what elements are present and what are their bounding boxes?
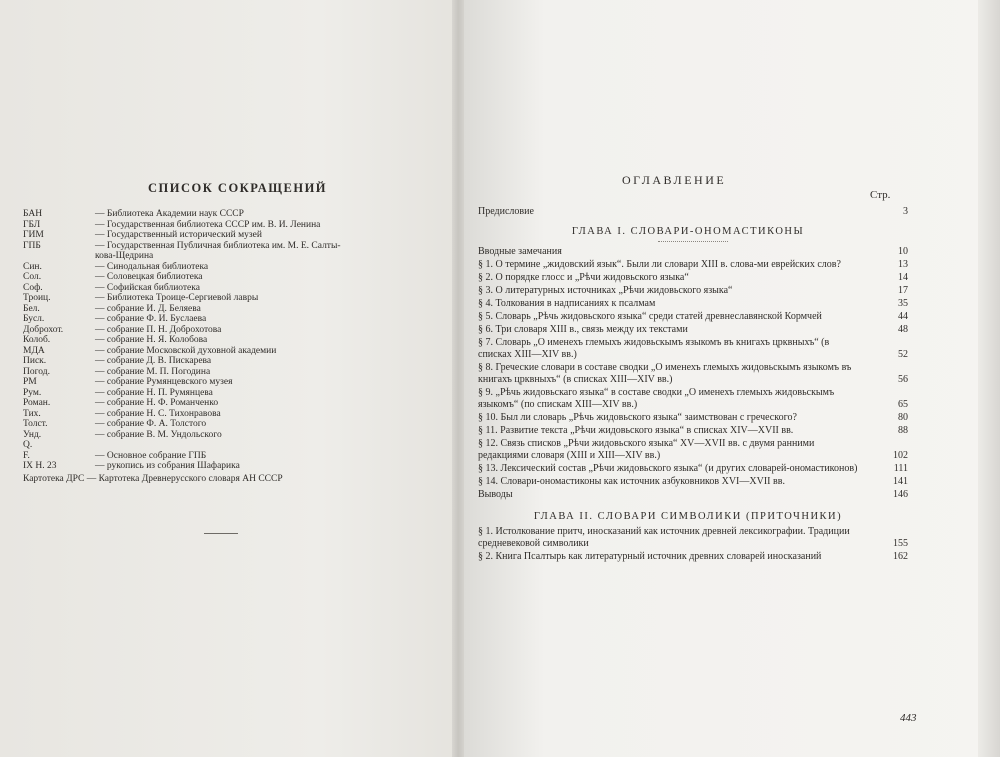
abbreviation-row [23,440,443,451]
abbreviation-key: ГИМ [23,230,44,240]
abbreviation-row [23,451,443,462]
toc-entry-page: 88 [898,425,908,436]
left-page-divider [204,533,238,534]
abbreviation-value: — рукопись из собрания Шафарика [95,461,240,471]
toc-entry [478,298,908,310]
toc-entry-page: 162 [893,551,908,562]
abbreviation-row [23,419,443,430]
toc-entry-text: § 6. Три словаря XIII в., связь между их текстами [478,324,688,335]
toc-entry-page: 14 [898,272,908,283]
toc-entry-text: § 2. О порядке глосс и „Рѣчи жидовьского языка“ [478,272,689,283]
abbreviation-value: — собрание Н. С. Тихонравова [95,408,221,419]
toc-entry-page: 111 [893,463,908,474]
toc-entry-page: 35 [898,298,908,309]
abbreviation-row [23,367,443,378]
abbreviation-row [23,283,443,294]
abbreviation-key: Тих. [23,408,41,419]
abbreviation-row [23,356,443,367]
abbreviation-key: Унд. [23,429,42,440]
toc-entry-text: § 1. О термине „жидовский язык“. Были ли словари XIII в. слова-ми еврейских слов? [478,259,841,270]
toc-entry [478,526,908,550]
toc-entry-text: § 11. Развитие текста „Рѣчи жидовьского языка“ в списках XIV—XVII вв. [478,425,794,436]
toc-entry-text: Вводные замечания [478,246,562,257]
toc-entry-page: 155 [893,538,908,549]
chapter-2-heading: ГЛАВА II. СЛОВАРИ СИМВОЛИКИ (ПРИТОЧНИКИ) [533,511,843,522]
chapter-1-entries [478,246,908,501]
abbreviation-row [23,314,443,325]
toc-entry [478,387,908,411]
abbreviation-row [23,209,443,220]
abbreviation-value: — Библиотека Академии наук СССР [95,209,244,219]
abbreviation-row [23,304,443,315]
toc-entry-text: § 5. Словарь „Рѣчь жидовьского языка“ среди статей древнеславянской Кормчей [478,311,822,322]
toc-entry [478,259,908,271]
abbreviation-row [23,293,443,304]
abbreviation-key: ГПБ [23,240,41,251]
abbreviation-key: Доброхот. [23,324,64,335]
abbreviation-row [23,388,443,399]
abbreviation-value: — Библиотека Троице-Сергиевой лавры [95,293,259,303]
toc-entry-text: § 12. Связь списков „Рѣчи жидовьского языка“ XV—XVII вв. с двумя ранними редакциями словаря (XIII и XIII—XIV вв.) [478,438,815,461]
toc-entry [478,272,908,284]
abbreviation-value: — собрание Н. Ф. Романченко [95,398,219,408]
page-edge [978,0,1000,757]
toc-entry-text: § 8. Греческие словари в составе сводки „О именехъ глемыхъ жидовьскымъ языкомъ въ книгахъ црквныхъ“ (в списках XIII—XIV вв.) [478,362,852,385]
chapter-2-entries [478,526,908,563]
toc-entry-page: 56 [898,374,908,385]
abbreviation-row [23,335,443,346]
abbreviation-row [23,430,443,441]
toc-entry [478,412,908,424]
abbreviation-row [23,251,443,262]
toc-entry-preface [478,206,908,218]
page-number: 443 [900,712,917,724]
toc-entry [478,311,908,323]
toc-entry-text: Выводы [478,489,513,500]
abbreviation-value: — Государственная Публичная библиотека им. М. Е. Салты- [95,240,341,251]
toc-entry [478,425,908,437]
toc-entry [478,463,908,475]
toc-entry-page: 52 [898,349,908,360]
abbreviations-title: СПИСОК СОКРАЩЕНИЙ [148,181,328,195]
toc-entry-page: 3 [903,206,908,217]
abbreviation-value: — собрание М. П. Погодина [95,366,211,377]
toc-entry [478,489,908,501]
toc-entry [478,551,908,563]
abbreviation-key: ГБЛ [23,219,41,230]
table-of-contents [478,206,908,564]
abbreviation-key: Сол. [23,272,42,282]
abbreviation-key: Троиц. [23,293,51,303]
abbreviation-value: — Синодальная библиотека [95,261,209,272]
abbreviation-key: Бел. [23,303,40,314]
abbreviation-key: МДА [23,345,45,356]
abbreviation-row [23,262,443,273]
abbreviation-row [23,230,443,241]
abbreviation-value: — Государственная библиотека СССР им. В. И. Ленина [95,219,321,230]
toc-entry [478,285,908,297]
abbreviation-key: Рум. [23,387,42,398]
abbreviation-key: Колоб. [23,335,51,345]
abbreviation-last-line: Картотека ДРС — Картотека Древнерусского словаря АН СССР [23,473,283,484]
toc-entry-page: 44 [898,311,908,322]
chapter-1-heading: ГЛАВА I. СЛОВАРИ-ОНОМАСТИКОНЫ [571,226,805,237]
abbreviation-row [23,220,443,231]
abbreviation-value: — собрание Ф. А. Толстого [95,419,207,429]
abbreviation-row [23,461,443,472]
toc-entry-text: § 1. Истолкование притч, иносказаний как источник древней лексикографии. Традиции средневековой символики [478,526,850,549]
abbreviation-row [23,409,443,420]
chapter-separator [658,241,728,242]
abbreviation-key: Бусл. [23,314,45,324]
abbreviation-row [23,398,443,409]
toc-entry [478,246,908,258]
toc-entry-page: 65 [898,399,908,410]
abbreviation-key: Толст. [23,419,48,429]
toc-entry-page: 17 [898,285,908,296]
abbreviation-value: — собрание В. М. Ундольского [95,429,222,440]
abbreviation-value: — собрание И. Д. Беляева [95,303,201,314]
abbreviation-row [23,325,443,336]
abbreviation-value: — Соловецкая библиотека [95,272,203,282]
toc-entry [478,438,908,462]
abbreviation-key: Q. [23,440,33,450]
toc-entry [478,337,908,361]
abbreviations-list [23,209,443,484]
toc-entry-text: § 3. О литературных источниках „Рѣчи жидовьского языка“ [478,285,733,296]
toc-entry-page: 146 [893,489,908,500]
abbreviation-value: кова-Щедрина [95,251,154,261]
abbreviation-value: — собрание Ф. И. Буслаева [95,314,207,324]
abbreviation-value: — Государственный исторический музей [95,230,262,240]
abbreviation-value: — собрание Н. П. Румянцева [95,387,213,398]
abbreviation-key: Писк. [23,356,47,366]
toc-entry-text: § 2. Книга Псалтырь как литературный источник древних словарей иносказаний [478,551,822,562]
abbreviation-key: Погод. [23,366,50,377]
abbreviation-row [23,346,443,357]
abbreviation-value: — собрание П. Н. Доброхотова [95,324,222,335]
toc-entry-text: § 7. Словарь „О именехъ глемыхъ жидовьскымъ языкомъ въ книгахъ црквныхъ“ (в списках XIII—XIV вв.) [478,337,830,360]
abbreviation-key: F. [23,450,30,461]
abbreviation-value: — собрание Н. Я. Колобова [95,335,208,345]
toc-entry-page: 48 [898,324,908,335]
toc-entry [478,362,908,386]
toc-entry-text: § 9. „Рѣчь жидовьскаго языка“ в составе сводки „О именехъ глемыхъ жидовьскымъ языкомъ“ (по спискам XIII—XIV вв.) [478,387,835,410]
abbreviation-value: — собрание Д. В. Пискарева [95,356,212,366]
toc-entry-text: Предисловие [478,206,534,217]
abbreviation-value: — Основное собрание ГПБ [95,450,207,461]
toc-entry [478,324,908,336]
abbreviation-value: — Софийская библиотека [95,282,200,293]
abbreviation-row [23,241,443,252]
abbreviation-value: — собрание Московской духовной академии [95,345,277,356]
toc-entry-page: 102 [893,450,908,461]
abbreviation-key: IX H. 23 [23,461,57,471]
toc-entry-page: 141 [893,476,908,487]
toc-entry-page: 13 [898,259,908,270]
abbreviation-row [23,272,443,283]
abbreviation-key: Син. [23,261,42,272]
page-column-header: Стр. [870,189,891,201]
abbreviation-key: БАН [23,209,43,219]
abbreviation-key: Роман. [23,398,51,408]
toc-entry-text: § 10. Был ли словарь „Рѣчь жидовьского языка“ заимствован с греческого? [478,412,797,423]
toc-entry [478,476,908,488]
toc-entry-text: § 13. Лексический состав „Рѣчи жидовьского языка“ (и других словарей-ономастиконов) [478,463,858,474]
abbreviation-key: РМ [23,377,37,387]
abbreviation-key: Соф. [23,282,43,293]
toc-title: ОГЛАВЛЕНИЕ [622,173,727,187]
toc-entry-page: 80 [898,412,908,423]
abbreviation-value: — собрание Румянцевского музея [95,377,233,387]
abbreviation-row [23,377,443,388]
toc-entry-text: § 4. Толкования в надписаниях к псалмам [478,298,656,309]
toc-entry-text: § 14. Словари-ономастиконы как источник азбуковников XVI—XVII вв. [478,476,785,487]
toc-entry-page: 10 [898,246,908,257]
